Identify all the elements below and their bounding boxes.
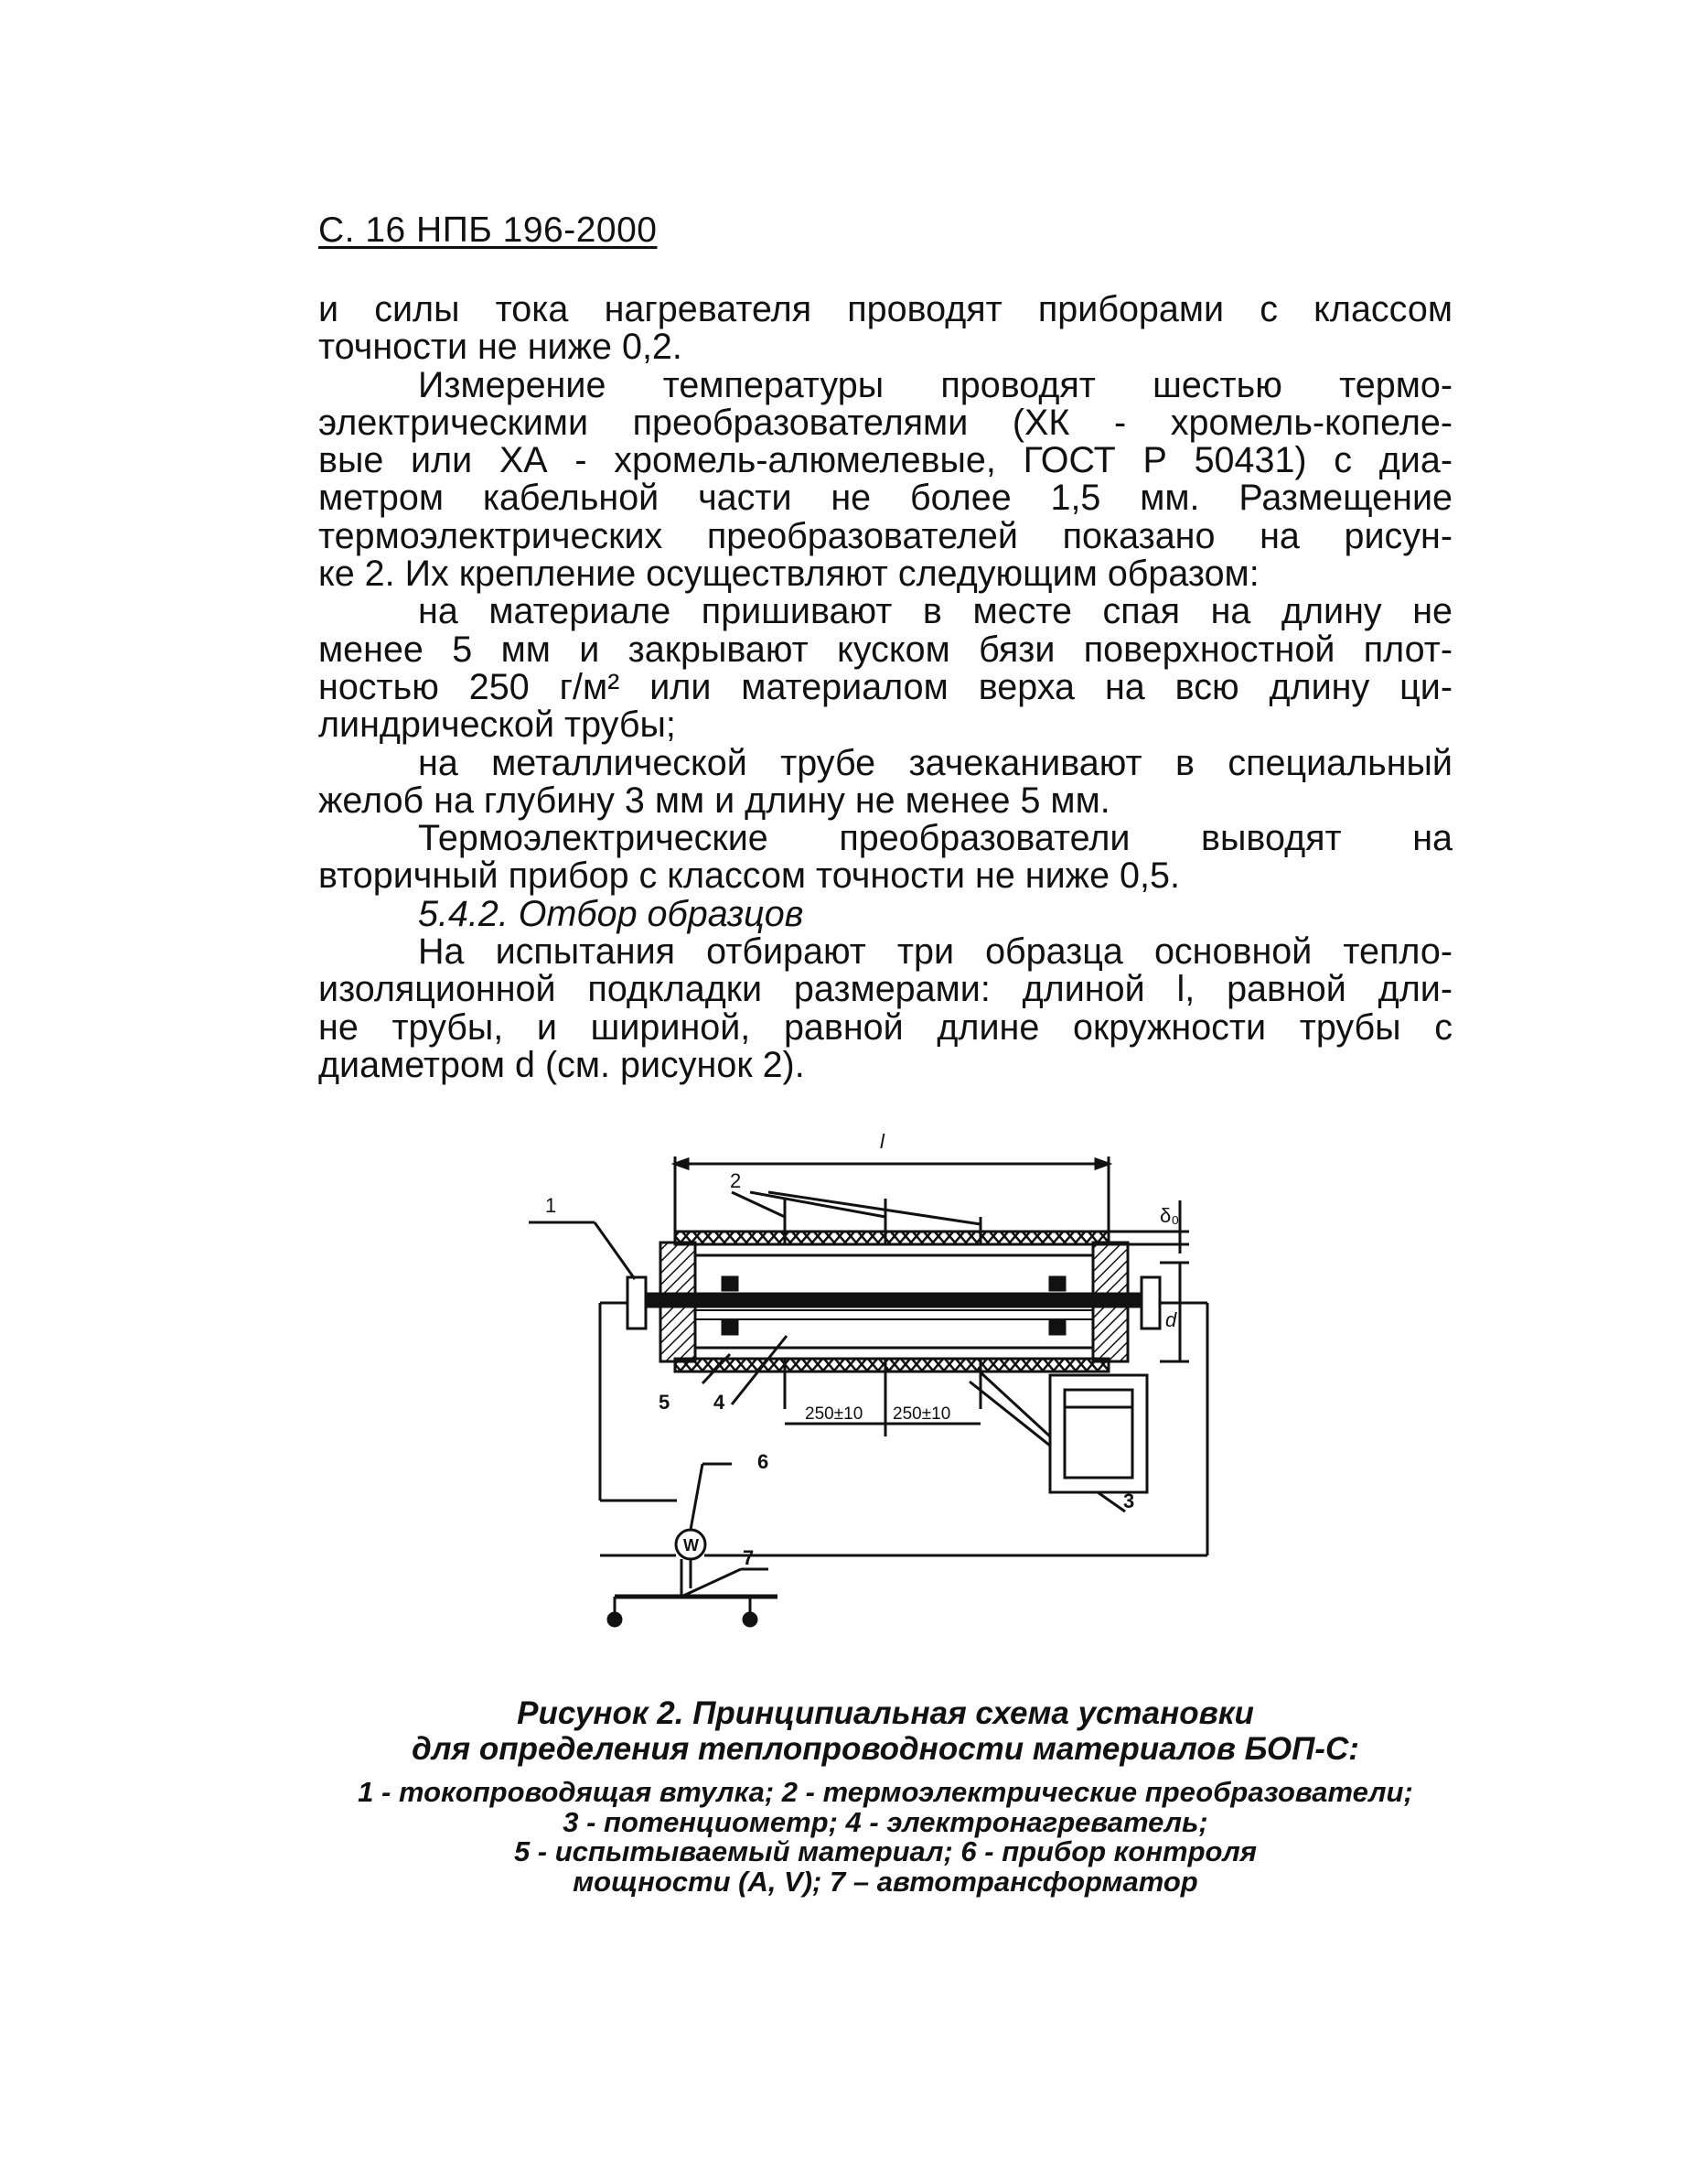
- text-line: Измерение температуры проводят шестью термо-: [418, 364, 1453, 405]
- page-header: С. 16 НПБ 196-2000: [318, 210, 658, 250]
- text-line: диаметром d (см. рисунок 2).: [318, 1044, 805, 1085]
- label-2: 2: [730, 1169, 742, 1192]
- text-line: на металлической трубе зачеканивают в специальный: [418, 742, 1453, 783]
- caption-legend: [318, 1778, 1453, 1897]
- legend-line: 5 - испытываемый материал; 6 - прибор контроля: [513, 1835, 1258, 1867]
- body-text: [318, 291, 1453, 1084]
- caption-title: [318, 1695, 1453, 1767]
- setup-schematic: [512, 1130, 1226, 1651]
- legend-line: 1 - токопроводящая втулка; 2 - термоэлектрические преобразователи;: [358, 1776, 1413, 1808]
- caption-title-line: для определения теплопроводности материалов БОП-С:: [412, 1731, 1359, 1767]
- legend-line: 3 - потенциометр; 4 - электронагреватель;: [563, 1805, 1208, 1838]
- text-line: на материале пришивают в месте спая на длину не: [418, 591, 1453, 632]
- text-line: электрическими преобразователями (ХК - хромель-копеле-: [318, 402, 1453, 443]
- text-line: метром кабельной части не более 1,5 мм. Размещение: [318, 478, 1453, 519]
- text-line: вые или ХА - хромель-алюмелевые, ГОСТ Р 50431) с диа-: [318, 440, 1453, 481]
- wattmeter-icon: W: [683, 1536, 699, 1555]
- text-line: точности не ниже 0,2.: [318, 327, 682, 368]
- legend-line: мощности (А, V); 7 – автотрансформатор: [573, 1865, 1198, 1898]
- text-line: не трубы, и шириной, равной длине окружности трубы с: [318, 1006, 1453, 1048]
- figure-caption: [318, 1695, 1453, 1897]
- label-1: 1: [545, 1194, 557, 1217]
- label-4: 4: [713, 1391, 725, 1414]
- caption-title-line: Рисунок 2. Принципиальная схема установки: [517, 1695, 1254, 1731]
- text-line: Термоэлектрические преобразователи выводят на: [418, 818, 1453, 859]
- text-line: На испытания отбирают три образца основной тепло-: [418, 931, 1453, 973]
- text-line: менее 5 мм и закрывают куском бязи поверхностной плот-: [318, 629, 1453, 670]
- text-line: ностью 250 г/м² или материалом верха на всю длину ци-: [318, 666, 1453, 707]
- label-6: 6: [757, 1450, 769, 1473]
- label-7: 7: [743, 1546, 755, 1569]
- text-line: ке 2. Их крепление осуществляют следующим образом:: [318, 554, 1260, 595]
- text-line: линдрической трубы;: [318, 705, 676, 746]
- text-line: изоляционной подкладки размерами: длиной l, равной дли-: [318, 969, 1453, 1010]
- text-line: термоэлектрических преобразователей показано на рисун-: [318, 515, 1453, 556]
- text-line: вторичный прибор с классом точности не ниже 0,5.: [318, 855, 1180, 897]
- label-delta: δ₀: [1160, 1204, 1180, 1227]
- label-d: d: [1165, 1308, 1177, 1331]
- text-line: желоб на глубину 3 мм и длину не менее 5 мм.: [318, 780, 1110, 821]
- label-3: 3: [1123, 1490, 1135, 1512]
- label-l: l: [880, 1130, 885, 1153]
- text-line: и силы тока нагревателя проводят приборами с классом: [318, 289, 1453, 329]
- label-5: 5: [659, 1391, 670, 1414]
- section-heading: 5.4.2. Отбор образцов: [418, 893, 804, 934]
- dim-250-left: 250±10: [805, 1404, 863, 1424]
- dim-250-right: 250±10: [893, 1404, 951, 1424]
